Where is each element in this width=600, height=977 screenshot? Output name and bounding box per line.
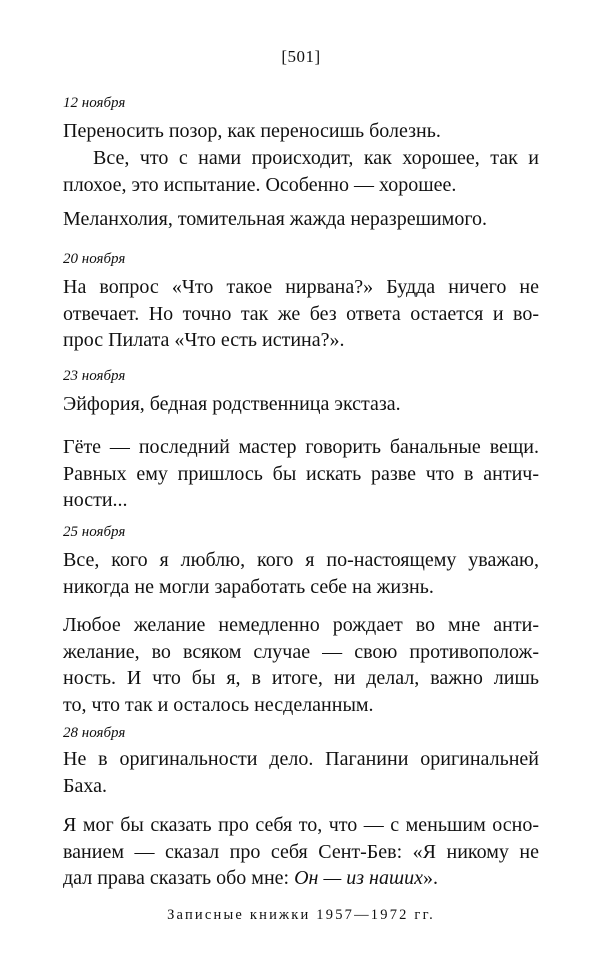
text-line: Любое желание немедленно рождает во мне анти- [63,614,539,636]
text-line: отвечает. Но точно так же без ответа остается и во- [63,302,539,325]
paragraph [63,612,539,718]
text-line: Я мог бы сказать про себя то, что — с меньшим осно- [63,814,539,836]
paragraph [63,434,539,514]
running-footer: Записные книжки 1957—1972 гг. [167,907,435,923]
quoted-phrase: Он — из наших [294,867,423,889]
text-line: Все, что с нами происходит, как хорошее, так и [93,147,539,169]
text-line: то, что так и осталось несделанным. [63,693,374,716]
text-line: Баха. [63,774,107,797]
text-line: Все, кого я люблю, кого я по-настоящему уважаю, [63,549,539,571]
text-line: На вопрос «Что такое нирвана?» Будда ничего не [63,276,539,298]
entry-date: 12 ноября [63,95,126,111]
paragraph [63,547,539,600]
text-line: Меланхолия, томительная жажда неразрешимого. [63,208,488,230]
text-line: ность. И что бы я, в итоге, ни делал, важно лишь [63,667,539,689]
paragraph [63,206,539,233]
book-page [63,0,539,977]
text-line: ности... [63,489,128,511]
text-line: Не в оригинальности дело. Паганини оригинальней [63,748,539,770]
paragraph [63,746,539,799]
entry-date: 23 ноября [63,368,126,384]
text-line: никогда не могли заработать себе на жизнь. [63,575,434,598]
text-line: прос Пилата «Что есть истина?». [63,329,345,351]
text-line: Переносить позор, как переносишь болезнь. [63,120,441,142]
paragraph [63,118,539,145]
text-line: Равных ему пришлось бы искать разве что в антич- [63,462,539,485]
paragraph [63,391,539,418]
entry-date: 28 ноября [63,725,126,741]
text-line: плохое, это испытание. Особенно — хорошее. [63,173,457,196]
entry-date: 20 ноября [63,251,126,267]
text-line: ванием — сказал про себя Сент-Бев: «Я никому не [63,840,539,863]
text-line: желание, во всяком случае — свою противополож- [63,640,539,663]
text-line: дал права сказать обо мне: Он — из наших». [63,867,438,889]
text-line: Эйфория, бедная родственница экстаза. [63,393,401,415]
paragraph [63,812,539,892]
paragraph [63,274,539,354]
page-number: [501] [281,47,321,66]
text-line: Гёте — последний мастер говорить банальные вещи. [63,436,539,458]
entry-date: 25 ноября [63,524,126,540]
paragraph [63,145,539,198]
